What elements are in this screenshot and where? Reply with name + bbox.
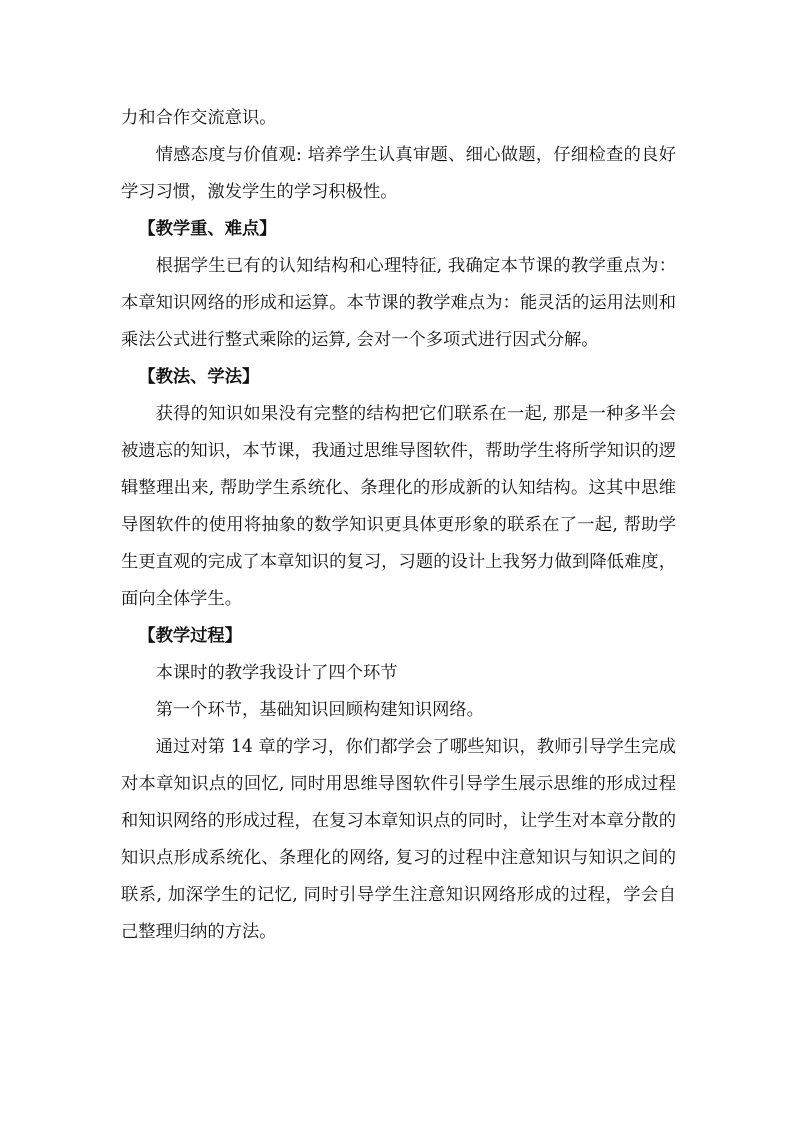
paragraph-four-stages: 本课时的教学我设计了四个环节 — [155, 663, 398, 683]
paragraph-first-stage-detail: 通过对第 14 章的学习，你们都学会了哪些知识，教师引导学生完成对本章知识点的回忆, 同时用思维导图软件引导学生展示思维的形成过程和知识网络的形成过程，在复习本章知识点的同时，让学生对本章分散的知识点形成系统化、条理化的网络, 复习的过程中注意知识与知识之间的联系, 加深学生的记忆, 同时引导学生注意知识网络形成的过程，学会自己整理归纳的方法。 — [121, 737, 676, 942]
paragraph-emotion-values: 情感态度与价值观: 培养学生认真审题、细心做题，仔细检查的良好学习习惯，激发学生的学习积极性。 — [121, 145, 676, 202]
document-page — [121, 100, 676, 951]
paragraph-key-difficult-points: 根据学生已有的认知结构和心理特征, 我确定本节课的教学重点为：本章知识网络的形成和运算。本节课的教学难点为：能灵活的运用法则和乘法公式进行整式乘除的运算, 会对一个多项式进行因式分解。 — [121, 256, 676, 350]
heading-teaching-process: 【教学过程】 — [138, 626, 242, 646]
heading-teaching-methods: 【教法、学法】 — [138, 367, 260, 387]
paragraph-continuation: 力和合作交流意识。 — [121, 108, 277, 128]
paragraph-first-stage: 第一个环节，基础知识回顾构建知识网络。 — [155, 700, 484, 720]
paragraph-teaching-methods: 获得的知识如果没有完整的结构把它们联系在一起, 那是一种多半会被遗忘的知识，本节课，我通过思维导图软件，帮助学生将所学知识的逻辑整理出来, 帮助学生系统化、条理化的形成新的认知结构。这其中思维导图软件的使用将抽象的数学知识更具体更形象的联系在了一起, 帮助学生更直观的完成了本章知识的复习，习题的设计上我努力做到降低难度，面向全体学生。 — [121, 404, 676, 609]
heading-key-difficult-points: 【教学重、难点】 — [138, 219, 277, 239]
